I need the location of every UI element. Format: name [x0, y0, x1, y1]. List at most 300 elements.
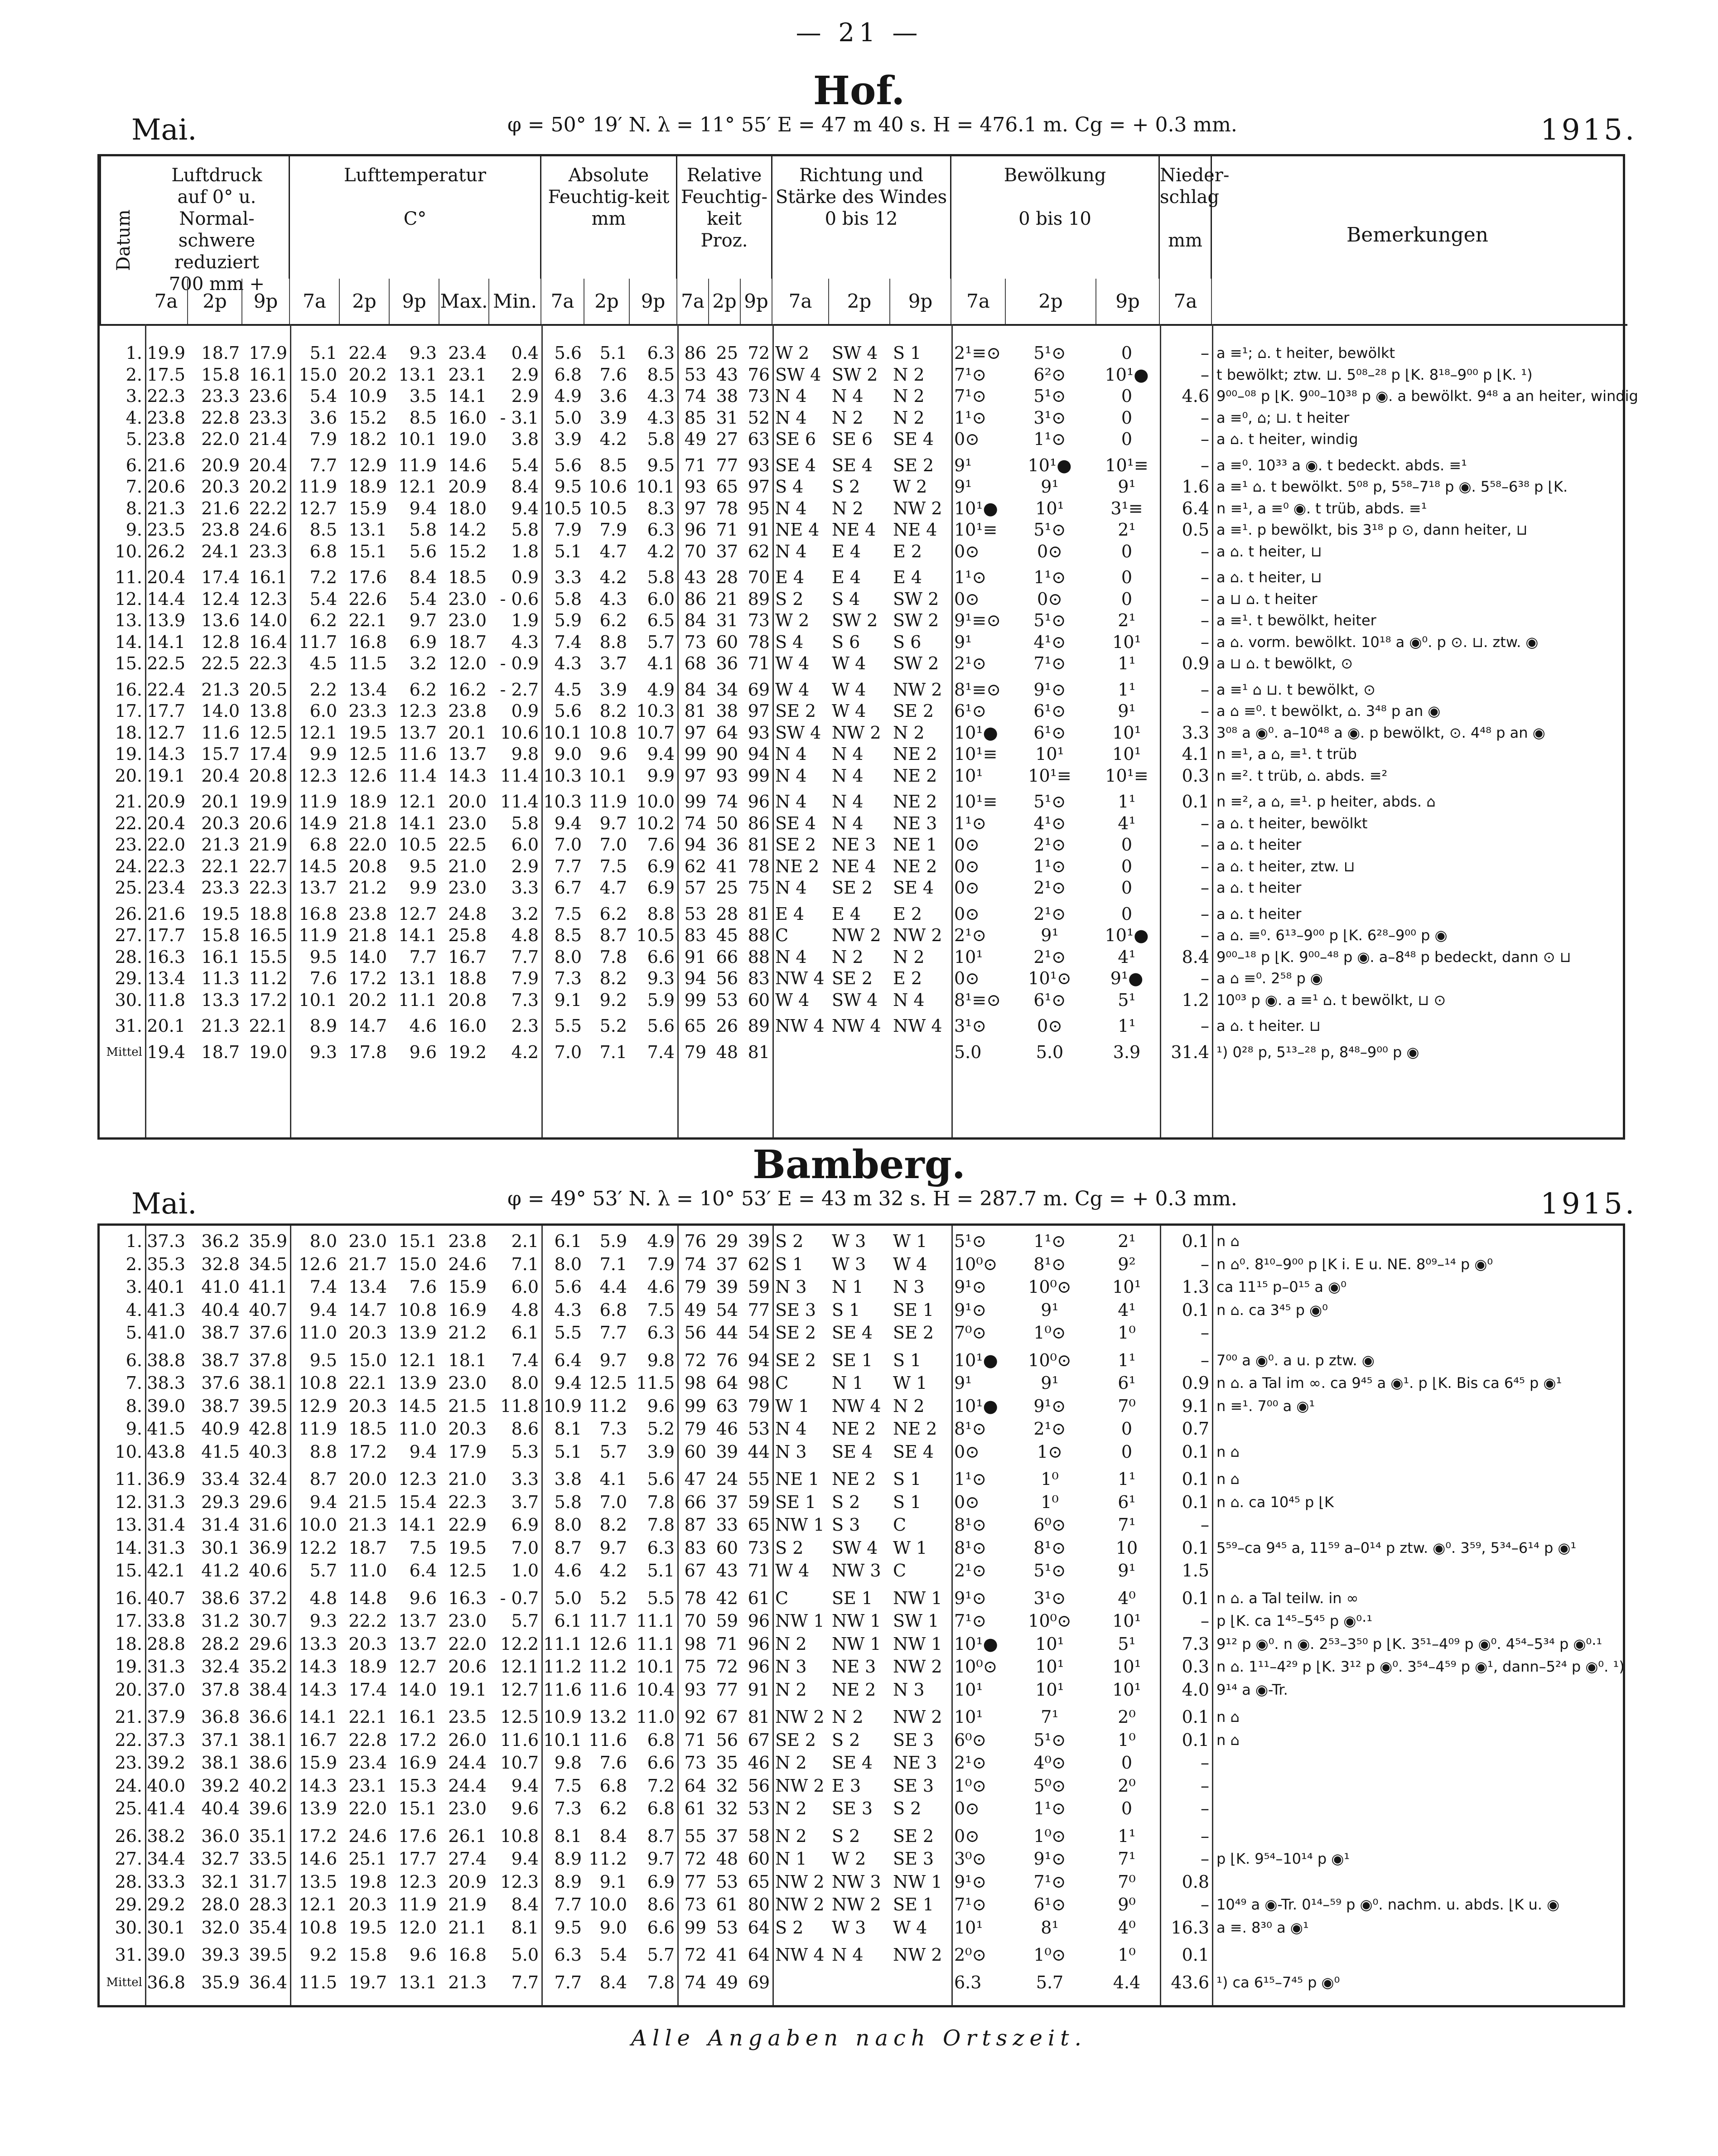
row-value: 5.5	[554, 1016, 582, 1036]
row-value: 15.0	[299, 364, 337, 385]
row-value: 66	[716, 947, 738, 967]
table-row	[100, 1706, 1627, 1728]
row-value: 17.8	[348, 1042, 387, 1062]
row-value: 8.8	[309, 1441, 337, 1462]
row-value: 8.7	[309, 1469, 337, 1489]
table-row	[100, 609, 1627, 631]
row-value: 53	[684, 904, 706, 924]
row-value: 8.0	[554, 1515, 582, 1535]
row-value: 20.6	[147, 477, 185, 497]
row-value: 10.1	[398, 429, 437, 449]
row-value: 10.1	[543, 722, 582, 743]
row-value: 11.6	[589, 1730, 627, 1750]
row-value: 41.0	[147, 1323, 185, 1343]
row-value: SE 1	[775, 1492, 816, 1512]
row-value: SE 4	[893, 878, 934, 898]
row-value: 1¹⊙	[1033, 1231, 1066, 1251]
row-value: 1¹	[1118, 1469, 1136, 1489]
row-value: 11.7	[589, 1611, 627, 1631]
row-value: 9¹	[1118, 477, 1136, 497]
row-value: SE 4	[893, 429, 934, 449]
row-value: 9.7	[599, 813, 627, 833]
row-value: S 1	[775, 1254, 804, 1274]
row-value: 60	[716, 1537, 738, 1558]
row-value: 83	[684, 925, 706, 945]
row-value: 8.5	[409, 407, 437, 428]
row-value: SW 4	[832, 343, 878, 363]
row-value: 34.4	[147, 1849, 185, 1869]
row-value: 8.0	[554, 947, 582, 967]
row-value: 37.1	[201, 1730, 240, 1750]
row-remark: 5⁵⁹–ca 9⁴⁵ a, 11⁵⁹ a–0¹⁴ p ztw. ◉⁰. 3⁵⁹, 5³⁴–6¹⁴ p ◉¹	[1216, 1539, 1577, 1557]
row-date: 7.	[125, 1373, 142, 1393]
row-value: 3.9	[647, 1441, 675, 1462]
row-value: 3.9	[599, 407, 627, 428]
row-value: 1.3	[1182, 1277, 1209, 1297]
row-value: 75	[684, 1657, 706, 1677]
row-value: N 4	[893, 990, 925, 1010]
row-value: –	[1201, 364, 1209, 385]
row-value: 24.8	[448, 904, 487, 924]
row-value: 23.4	[348, 1753, 387, 1773]
row-value: 10.1	[543, 1730, 582, 1750]
row-value: 5.2	[599, 1588, 627, 1608]
row-value: 10.9	[348, 386, 387, 406]
row-value: 9.5	[647, 455, 675, 475]
row-value: 3¹≡	[1110, 498, 1143, 518]
row-value: 5.6	[554, 455, 582, 475]
row-value: 10¹	[954, 947, 983, 967]
row-value: 7.8	[599, 947, 627, 967]
row-remark: 9⁰⁰–⁰⁸ p ⌊K. 9⁰⁰–10³⁸ p ◉. a bewölkt. 9⁴⁸ a an heiter, windig	[1216, 387, 1638, 405]
row-value: 5.4	[511, 455, 539, 475]
row-value: 1¹	[1118, 792, 1136, 812]
row-value: 28.3	[249, 1895, 287, 1914]
row-value: 14.3	[147, 744, 185, 764]
row-remark: n ⌂. a Tal im ∞. ca 9⁴⁵ a ◉¹. p ⌊K. Bis ca 6⁴⁵ p ◉¹	[1216, 1374, 1562, 1392]
row-value: 37	[716, 1254, 738, 1274]
row-value: 6.8	[554, 364, 582, 385]
row-value: 49	[684, 1300, 706, 1320]
row-value: 4¹	[1118, 1300, 1136, 1320]
row-value: 7.6	[599, 1753, 627, 1773]
row-value: 13.2	[589, 1707, 627, 1727]
row-value: 41.2	[201, 1561, 240, 1581]
row-value: 7¹⊙	[954, 364, 987, 385]
row-value: 18.1	[448, 1350, 487, 1370]
table-row	[100, 653, 1627, 674]
row-value: W 2	[775, 610, 810, 630]
row-value: 11.6	[398, 744, 437, 764]
row-value: 4¹⊙	[1033, 632, 1066, 652]
table-row	[100, 541, 1627, 562]
row-value: 2⁰	[1118, 1707, 1136, 1727]
row-value: SE 2	[893, 1826, 934, 1846]
row-value: 1¹⊙	[1033, 1798, 1066, 1818]
row-value: 71	[748, 1561, 770, 1581]
row-value: W 4	[775, 679, 810, 700]
row-value: 23.8	[147, 407, 185, 428]
row-value: 20.4	[147, 813, 185, 833]
row-value: 5.7	[511, 1611, 539, 1631]
row-value: 2¹	[1118, 520, 1136, 540]
row-value: 18.7	[201, 343, 240, 363]
row-value: 12.0	[448, 653, 487, 673]
row-value: 9.8	[511, 744, 539, 764]
row-value: 18.9	[348, 477, 387, 497]
row-value: 10¹●	[1028, 455, 1072, 475]
row-value: 21.6	[147, 904, 185, 924]
row-value: 1¹	[1118, 1016, 1136, 1036]
row-value: –	[1201, 1016, 1209, 1036]
row-value: 97	[684, 765, 706, 786]
row-date: 22.	[115, 813, 142, 833]
row-remark: n ⌂	[1216, 1708, 1240, 1726]
row-date: 5.	[125, 1323, 142, 1343]
row-value: 1.0	[511, 1561, 539, 1581]
row-value: 93	[684, 477, 706, 497]
row-value: 7.6	[647, 835, 675, 855]
header-subcol: 9p	[630, 279, 677, 324]
row-value: N 4	[832, 813, 864, 833]
row-value: 9.1	[554, 990, 582, 1010]
row-value: 5¹⊙	[1033, 1730, 1066, 1750]
row-value: 18.5	[348, 1419, 387, 1439]
row-value: 4.6	[409, 1016, 437, 1036]
row-value: 1⁰⊙	[954, 1775, 987, 1796]
row-value: –	[1201, 904, 1209, 924]
row-value: 73	[684, 632, 706, 652]
row-value: 38.3	[147, 1373, 185, 1393]
row-value: 65	[748, 1515, 770, 1535]
row-value: 40.2	[249, 1775, 287, 1796]
row-value: 67	[748, 1730, 770, 1750]
row-value: 10¹	[1035, 498, 1064, 518]
row-value: 5.5	[647, 1588, 675, 1608]
row-value: 5.7	[647, 632, 675, 652]
row-remark: a ⊔ ⌂. t bewölkt, ⊙	[1216, 655, 1353, 672]
row-value: 38	[716, 386, 738, 406]
row-value: 14.0	[348, 947, 387, 967]
row-value: 7.4	[647, 1042, 675, 1062]
row-value: 53	[716, 990, 738, 1010]
row-value: SE 4	[775, 813, 816, 833]
row-value: 4¹	[1118, 813, 1136, 833]
row-value: 36	[716, 835, 738, 855]
row-value: 10¹	[1035, 1634, 1064, 1654]
row-value: 1⁰⊙	[1033, 1826, 1066, 1846]
row-value: 16.1	[201, 947, 240, 967]
row-value: N 3	[775, 1657, 807, 1677]
row-value: 21.0	[448, 856, 487, 876]
row-value: W 3	[832, 1231, 866, 1251]
row-value: 11.9	[299, 1419, 337, 1439]
row-value: 7.7	[511, 1972, 539, 1992]
row-value: 12.4	[201, 589, 240, 609]
row-value: 71	[684, 1730, 706, 1750]
row-value: 39.5	[249, 1945, 287, 1965]
row-value: 39.3	[201, 1945, 240, 1965]
row-value: 44	[716, 1323, 738, 1343]
row-value: 7¹	[1118, 1849, 1136, 1869]
row-value: 13.7	[299, 878, 337, 898]
row-value: N 4	[832, 792, 864, 812]
row-value: 14.3	[448, 765, 487, 786]
row-value: 4.7	[599, 878, 627, 898]
row-value: 22.0	[201, 429, 240, 449]
row-value: 61	[748, 1588, 770, 1608]
row-value: 5.8	[647, 567, 675, 587]
row-value: 6.0	[511, 835, 539, 855]
row-value: 12.3	[249, 589, 287, 609]
row-value: 6.2	[409, 679, 437, 700]
row-value: 6.8	[647, 1730, 675, 1750]
row-value: 53	[748, 1798, 770, 1818]
row-value: 8.9	[554, 1849, 582, 1869]
row-value: 12.7	[299, 498, 337, 518]
row-value: 5.6	[554, 1277, 582, 1297]
row-value: 15.9	[299, 1753, 337, 1773]
row-value: 9.4	[409, 1441, 437, 1462]
row-value: 9.9	[647, 765, 675, 786]
row-value: 32	[716, 1798, 738, 1818]
row-value: 21.8	[348, 813, 387, 833]
row-value: 9.7	[647, 1849, 675, 1869]
row-value: 96	[748, 1657, 770, 1677]
table-row	[100, 1560, 1627, 1581]
row-remark: p ⌊K. ca 1⁴⁵–5⁴⁵ p ◉⁰·¹	[1216, 1612, 1373, 1629]
row-value: 23.3	[201, 386, 240, 406]
row-value: 0	[1121, 835, 1133, 855]
row-value: 33.8	[147, 1611, 185, 1631]
row-date: 9.	[125, 520, 142, 540]
row-value: 0.1	[1182, 1537, 1209, 1558]
row-value: 9¹⊙	[954, 1300, 987, 1320]
row-value: –	[1201, 1611, 1209, 1631]
row-value: 21.3	[201, 835, 240, 855]
row-remark: ¹) 0²⁸ p, 5¹³–²⁸ p, 8⁴⁸–9⁰⁰ p ◉	[1216, 1043, 1419, 1061]
year-label: 1915.	[1540, 113, 1637, 147]
row-value: 10	[1115, 1537, 1138, 1558]
row-value: SE 2	[775, 701, 816, 721]
row-value: 85	[684, 407, 706, 428]
row-value: S 4	[775, 632, 804, 652]
row-value: 39.0	[147, 1396, 185, 1416]
row-value: NE 4	[832, 856, 876, 876]
header-wind: Richtung und Stärke des Windes 0 bis 12	[772, 156, 951, 279]
row-value: 12.3	[500, 1871, 539, 1892]
row-value: 6.9	[647, 1871, 675, 1892]
row-value: 37.8	[249, 1350, 287, 1370]
row-value: 15.1	[398, 1231, 437, 1251]
row-value: 9.8	[647, 1350, 675, 1370]
row-date: 3.	[125, 1277, 142, 1297]
row-value: 4.8	[511, 925, 539, 945]
row-value: 6.6	[647, 947, 675, 967]
row-value: 24.6	[448, 1254, 487, 1274]
table-row	[100, 1679, 1627, 1701]
row-value: 11.2	[249, 968, 287, 988]
row-date: 3.	[125, 386, 142, 406]
row-value: 21	[716, 589, 738, 609]
row-value: 1¹	[1118, 1826, 1136, 1846]
row-value: SW 2	[893, 589, 939, 609]
row-date: 6.	[125, 1350, 142, 1370]
row-value: 95	[748, 498, 770, 518]
table-row	[100, 588, 1627, 610]
row-value: 13.5	[299, 1871, 337, 1892]
row-value: 11.6	[500, 1730, 539, 1750]
row-value: 38.1	[249, 1730, 287, 1750]
data-table-frame	[97, 1223, 1625, 2007]
row-value: 6¹⊙	[954, 701, 987, 721]
row-value: 43	[684, 567, 706, 587]
row-value: 9¹⊙	[1033, 1849, 1066, 1869]
row-value: 0⊙	[954, 429, 980, 449]
row-remark: a ⌂. t heiter, windig	[1216, 430, 1358, 448]
row-value: SW 4	[775, 364, 821, 385]
row-value: 16.7	[448, 947, 487, 967]
row-remark: a ⌂. t heiter	[1216, 905, 1302, 923]
row-value: NW 1	[775, 1611, 825, 1631]
row-value: 4¹	[1118, 947, 1136, 967]
row-value: 40.4	[201, 1798, 240, 1818]
row-value: 0.3	[1182, 1657, 1209, 1677]
row-value: 42	[716, 1588, 738, 1608]
row-value: 77	[748, 1300, 770, 1320]
row-value: 22.4	[147, 679, 185, 700]
row-value: 9.1	[1182, 1396, 1209, 1416]
row-value: 5.8	[511, 813, 539, 833]
row-value: 20.6	[448, 1657, 487, 1677]
row-value: 5.4	[309, 589, 337, 609]
row-value: 1⁰	[1041, 1469, 1059, 1489]
row-value: 5.0	[554, 407, 582, 428]
table-row	[100, 1468, 1627, 1490]
row-date: 31.	[115, 1016, 142, 1036]
table-row	[100, 722, 1627, 744]
row-value: 9.5	[409, 856, 437, 876]
row-value: 8¹⊙	[954, 1537, 987, 1558]
station-coordinates: φ = 50° 19′ N. λ = 11° 55′ E = 47 m 40 s. H = 476.1 m. Cg = + 0.3 mm.	[507, 113, 1237, 136]
row-remark: a ≡¹ ⌂. t bewölkt. 5⁰⁸ p, 5⁵⁸–7¹⁸ p ◉. 5⁵⁸–6³⁸ p ⌊K.	[1216, 478, 1568, 495]
row-value: S 2	[832, 1826, 860, 1846]
row-value: 4.3	[647, 386, 675, 406]
row-value: –	[1201, 1350, 1209, 1370]
row-value: 5.3	[511, 1441, 539, 1462]
row-date: 28.	[115, 1871, 142, 1892]
row-value: 3.6	[309, 407, 337, 428]
row-value: 14.6	[299, 1849, 337, 1869]
row-value: 19.9	[249, 792, 287, 812]
row-value: 20.3	[348, 1323, 387, 1343]
row-value: 75	[748, 878, 770, 898]
row-value: 20.9	[147, 792, 185, 812]
row-value: 6.2	[309, 610, 337, 630]
row-value: 9.5	[309, 1350, 337, 1370]
table-row	[100, 342, 1627, 364]
table-header	[100, 156, 1627, 326]
row-remark: a ≡¹; ⌂. t heiter, bewölkt	[1216, 344, 1395, 362]
row-value: 12.1	[299, 722, 337, 743]
row-value: S 2	[832, 1730, 860, 1750]
row-value: 1⁰⊙	[1033, 1945, 1066, 1965]
row-value: NW 2	[893, 925, 942, 945]
row-value: 38.4	[249, 1679, 287, 1700]
row-value: 8.8	[599, 632, 627, 652]
row-value: 44	[748, 1441, 770, 1462]
row-date: 21.	[115, 792, 142, 812]
row-value: 38.2	[147, 1826, 185, 1846]
row-value: 22.3	[249, 653, 287, 673]
row-value: N 2	[775, 1634, 807, 1654]
row-value: 8¹⊙	[1033, 1537, 1066, 1558]
table-row	[100, 1633, 1627, 1655]
table-row	[100, 631, 1627, 653]
row-value: 22.2	[249, 498, 287, 518]
row-date: 8.	[125, 498, 142, 518]
row-value: 8.5	[554, 925, 582, 945]
row-value: –	[1201, 1895, 1209, 1914]
header-bewoelkung: Bewölkung 0 bis 10	[951, 156, 1160, 279]
row-value: 1.6	[1182, 477, 1209, 497]
row-value: 4.8	[511, 1300, 539, 1320]
row-value: 21.9	[249, 835, 287, 855]
row-value: 96	[684, 520, 706, 540]
row-value: N 2	[893, 364, 925, 385]
row-value: 89	[748, 589, 770, 609]
row-value: W 1	[893, 1537, 927, 1558]
row-value: NE 1	[893, 835, 937, 855]
row-value: 16.9	[398, 1753, 437, 1773]
row-value: 25.8	[448, 925, 487, 945]
row-value: 7.8	[647, 1972, 675, 1992]
row-value: 6.8	[599, 1300, 627, 1320]
row-value: SE 1	[832, 1350, 873, 1370]
row-value: 0⊙	[954, 1492, 980, 1512]
row-value: 8.4	[599, 1826, 627, 1846]
row-value: 6.8	[309, 541, 337, 561]
row-value: NW 1	[893, 1634, 942, 1654]
row-value: 21.8	[348, 925, 387, 945]
row-value: 6.2	[599, 610, 627, 630]
row-value: 4¹⊙	[1033, 813, 1066, 833]
row-value: 5.8	[511, 520, 539, 540]
row-value: 10¹	[1035, 744, 1064, 764]
row-value: 40.3	[249, 1441, 287, 1462]
row-value: 65	[748, 1871, 770, 1892]
row-value: 17.4	[201, 567, 240, 587]
row-value: 7¹	[1118, 1515, 1136, 1535]
row-value: 2¹⊙	[954, 653, 987, 673]
table-row	[100, 1537, 1627, 1559]
row-value: 20.8	[249, 765, 287, 786]
row-value: 5.6	[554, 701, 582, 721]
row-remark: n ⌂⁰. 8¹⁰–9⁰⁰ p ⌊K i. E u. NE. 8⁰⁹–¹⁴ p ◉⁰	[1216, 1255, 1493, 1273]
row-value: 10¹●	[1105, 364, 1149, 385]
row-value: 10.1	[299, 990, 337, 1010]
row-value: E 4	[832, 567, 861, 587]
row-value: SW 2	[832, 364, 878, 385]
row-value: 0.9	[511, 567, 539, 587]
table-row	[100, 834, 1627, 856]
row-value: 4⁰	[1118, 1588, 1136, 1608]
row-remark: a ≡. 8³⁰ a ◉¹	[1216, 1919, 1309, 1936]
row-value: 8¹≡⊙	[954, 990, 1001, 1010]
row-value: S 2	[775, 1537, 804, 1558]
row-value: 21.5	[348, 1492, 387, 1512]
row-value: 81	[748, 1707, 770, 1727]
